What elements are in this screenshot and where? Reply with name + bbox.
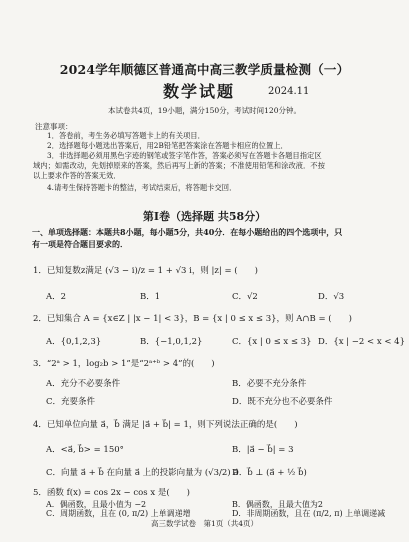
- question-option: C．周期函数，且在 (0, π/2) 上单调递增: [46, 509, 191, 518]
- question-stem: 4．已知单位向量 a⃗，b⃗ 满足 |a⃗ + b⃗| = 1，则下列说法正确的是( ): [33, 420, 298, 430]
- question-option: C．向量 a⃗ + b⃗ 在向量 a⃗ 上的投影向量为 (√3/2) a⃗: [46, 468, 239, 478]
- question-option: D．b⃗ ⊥ (a⃗ + ½ b⃗): [232, 468, 307, 478]
- question-option: C．√2: [232, 292, 258, 302]
- question-option: A．偶函数，且最小值为 −2: [46, 500, 147, 509]
- section-intro-line: 一、单项选择题：本题共8小题，每小题5分，共40分．在每小题给出的四个选项中，只: [32, 227, 343, 237]
- question-option: A．<a⃗, b⃗> = 150°: [46, 445, 124, 455]
- question-option: B．必要不充分条件: [232, 379, 307, 389]
- exam-date: 2024.11: [268, 86, 310, 97]
- question-option: A．{0,1,2,3}: [46, 337, 102, 347]
- note-item: 4.请考生保持答题卡的整洁，考试结束后，将答题卡交回．: [47, 183, 237, 192]
- exam-info: 本试卷共4页，19小题，满分150分，考试时间120分钟。: [108, 106, 301, 115]
- question-stem: 3．“2ᵃ > 1，log₂b > 1”是“2ᵃ⁺ᵇ > 4”的( ): [33, 359, 215, 369]
- section-intro: [32, 226, 382, 250]
- note-item: 3．非选择题必须用黑色字迹的钢笔或签字笔作答，答案必须写在答题卡各题目指定区: [47, 151, 322, 160]
- question-stem: 2．已知集合 A = {x∈Z | |x − 1| < 3}，B = {x | 0 ≤ x ≤ 3}，则 A∩B = ( ): [33, 314, 352, 324]
- section-title: 第Ⅰ卷（选择题 共58分）: [142, 210, 267, 223]
- question-option: D．非周期函数，且在 (π/2, π) 上单调递减: [232, 509, 386, 518]
- question-option: C．{x | 0 ≤ x ≤ 3}: [232, 337, 312, 347]
- question-option: D．既不充分也不必要条件: [232, 397, 333, 407]
- question-stem: 5．函数 f(x) = cos 2x − cos x 是( ): [33, 488, 190, 498]
- question-option: D．{x | −2 < x < 4}: [318, 337, 405, 347]
- question-option: B．{−1,0,1,2}: [140, 337, 203, 347]
- note-item: 域内；如需改动，先划掉原来的答案，然后再写上新的答案；不准使用铅笔和涂改液．不按: [33, 161, 325, 170]
- subject-title: 数学试题: [163, 82, 236, 101]
- section-intro-line: 有一项是符合题目要求的．: [32, 239, 128, 249]
- question-option: B．1: [140, 292, 161, 302]
- note-item: 2．选择题每小题选出答案后，用2B铅笔把答案涂在答题卡相应的位置上．: [47, 141, 288, 150]
- question-option: A．充分不必要条件: [46, 379, 121, 389]
- note-item: 1．答卷前，考生务必填写答题卡上的有关项目．: [47, 131, 205, 140]
- note-item: 以上要求作答的答案无效．: [33, 171, 121, 180]
- page-footer: 高三数学试卷 第1页（共4页）: [150, 519, 259, 528]
- question-option: C．充要条件: [46, 397, 96, 407]
- exam-title: 2024学年顺德区普通高中高三教学质量检测（一）: [59, 62, 350, 77]
- question-option: A．2: [46, 292, 67, 302]
- question-option: D．√3: [318, 292, 345, 302]
- question-stem: 1．已知复数z满足 (√3 − i)/z = 1 + √3 i，则 |z| = ( ): [33, 266, 258, 276]
- notes-heading: 注意事项：: [35, 122, 73, 131]
- question-option: B．偶函数，且最大值为2: [232, 500, 323, 509]
- question-option: B．|a⃗ − b⃗| = 3: [232, 445, 294, 455]
